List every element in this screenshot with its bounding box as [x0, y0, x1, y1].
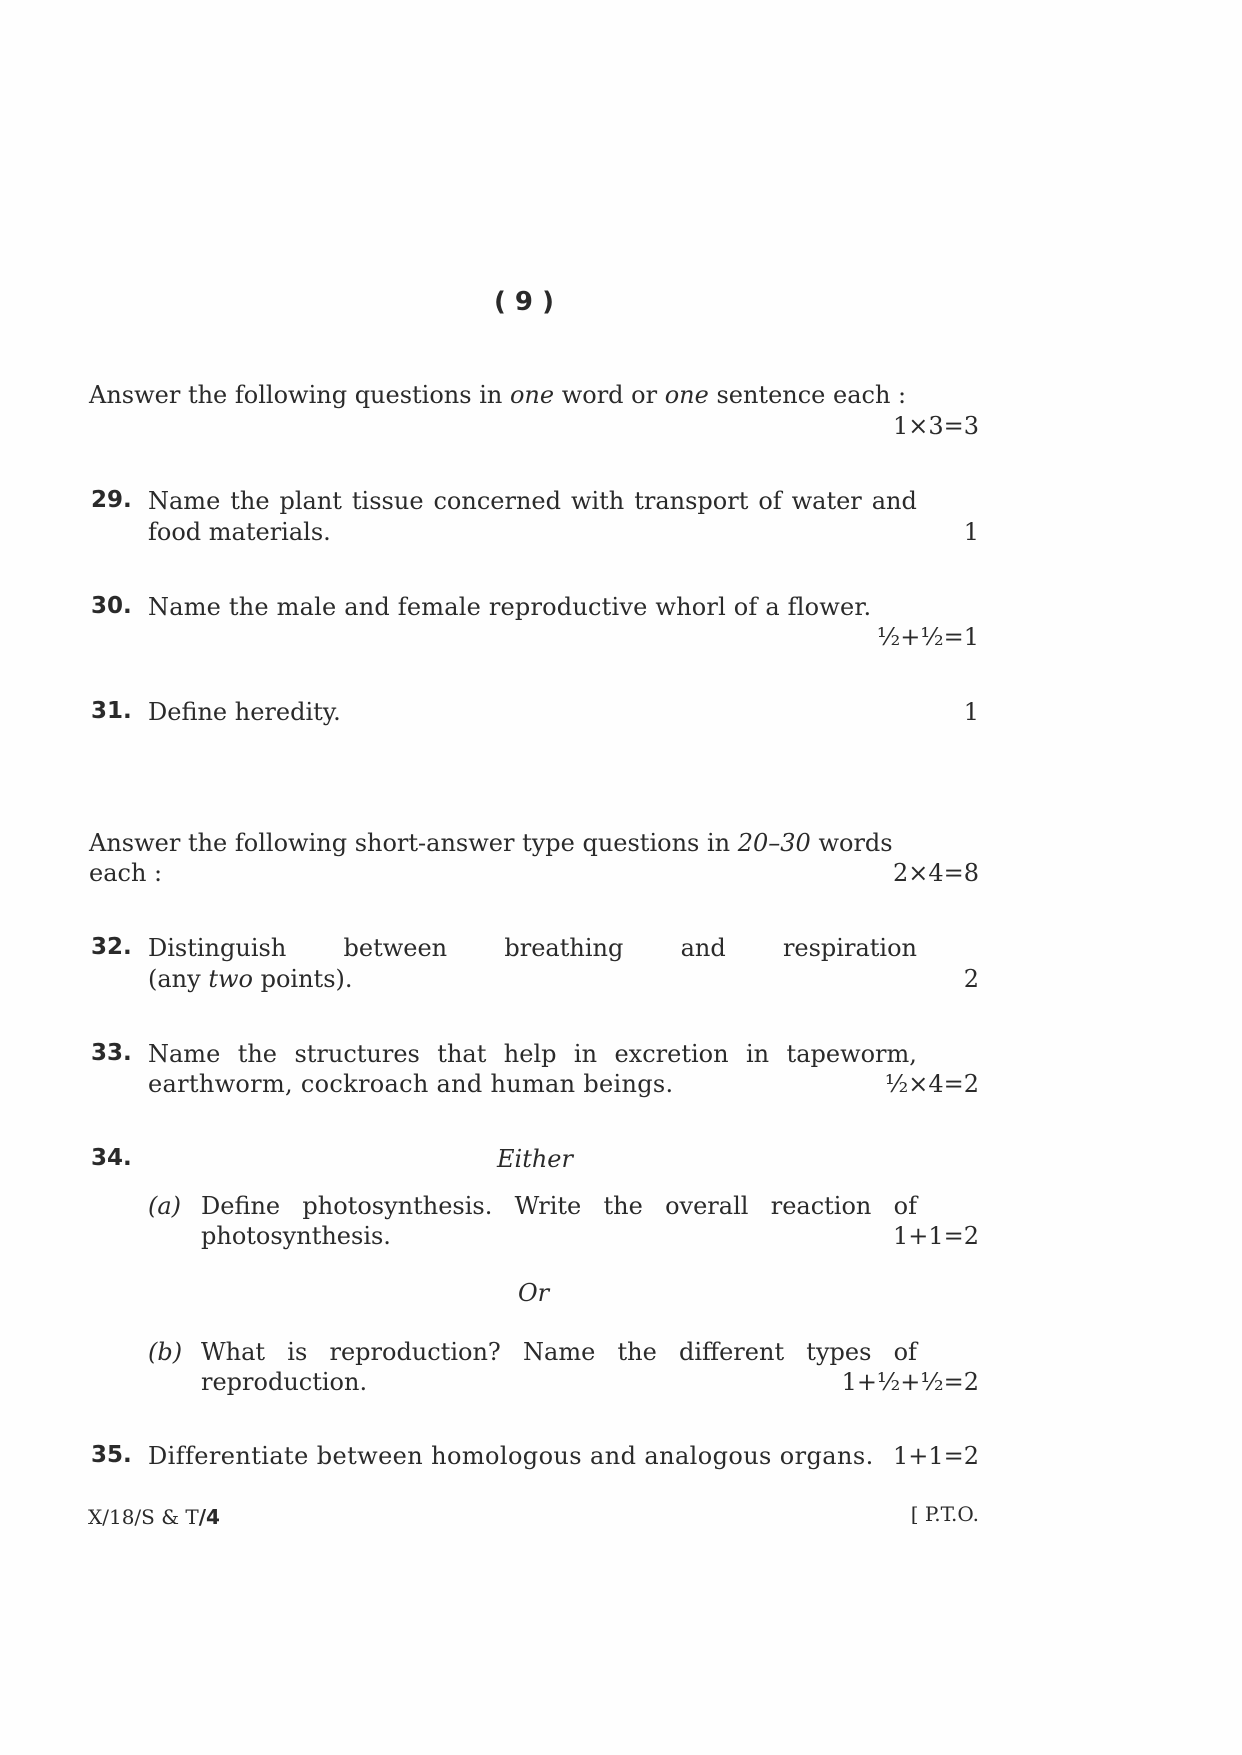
- section1-instruction-c: sentence each :: [708, 381, 907, 409]
- q29-word: concerned: [433, 487, 561, 515]
- section2-word-range: 20–30: [737, 829, 811, 857]
- q29-word: with: [570, 487, 625, 515]
- option-b-label: (b): [148, 1338, 183, 1366]
- q33-word: that: [437, 1040, 487, 1068]
- question-32-number: 32.: [91, 934, 132, 960]
- q29-word: the: [230, 487, 270, 515]
- section1-instruction: [89, 383, 906, 407]
- q29-word: of: [758, 487, 782, 515]
- question-30-marks: ½+½=1: [876, 623, 979, 651]
- either-label: Either: [497, 1145, 573, 1173]
- q34b-word: the: [617, 1338, 657, 1366]
- q29-word: and: [871, 487, 917, 515]
- question-32-marks: 2: [963, 965, 979, 993]
- q34b-word: Name: [523, 1338, 596, 1366]
- question-32-line2: [148, 967, 353, 991]
- question-32-line1: [148, 936, 917, 960]
- q32-line2-a: (any: [148, 965, 209, 993]
- q34a-word: the: [603, 1192, 643, 1220]
- section2-instruction-b: words: [810, 829, 893, 857]
- section1-instruction-one-2: one: [664, 381, 709, 409]
- question-33-line2: earthworm, cockroach and human beings.: [148, 1070, 674, 1098]
- q34a-word: of: [893, 1192, 917, 1220]
- paper-code: [88, 1504, 220, 1528]
- section1-instruction-a: Answer the following questions in: [89, 381, 510, 409]
- option-a-line2: photosynthesis.: [201, 1222, 391, 1250]
- section2-instruction-line2: each :: [89, 859, 163, 887]
- question-31-text: Define heredity.: [148, 698, 341, 726]
- question-29-line2: food materials.: [148, 518, 331, 546]
- q34a-word: reaction: [770, 1192, 872, 1220]
- option-b-line2: reproduction.: [201, 1368, 368, 1396]
- q34b-word: different: [679, 1338, 785, 1366]
- q33-word: help: [503, 1040, 557, 1068]
- question-35-number: 35.: [91, 1442, 132, 1468]
- q34b-word: What: [201, 1338, 266, 1366]
- q34b-word: of: [893, 1338, 917, 1366]
- q29-word: plant: [279, 487, 342, 515]
- q32-word: Distinguish: [148, 934, 287, 962]
- question-33-marks: ½×4=2: [884, 1070, 979, 1098]
- q32-word: between: [343, 934, 448, 962]
- question-31-number: 31.: [91, 698, 132, 724]
- q32-word: respiration: [782, 934, 917, 962]
- section1-marks: 1×3=3: [892, 412, 979, 440]
- q34a-word: Define: [201, 1192, 281, 1220]
- q32-word: breathing: [504, 934, 624, 962]
- question-30-number: 30.: [91, 593, 132, 619]
- q34b-word: is: [287, 1338, 308, 1366]
- q34a-word: photosynthesis.: [302, 1192, 493, 1220]
- section2-marks: 2×4=8: [892, 859, 979, 887]
- section1-instruction-one-1: one: [509, 381, 555, 409]
- q32-word: and: [680, 934, 726, 962]
- q32-two: two: [208, 965, 253, 993]
- q32-line2-b: points).: [252, 965, 353, 993]
- q33-word: the: [237, 1040, 278, 1068]
- q33-word: structures: [294, 1040, 420, 1068]
- q34b-word: types: [806, 1338, 872, 1366]
- question-29-number: 29.: [91, 487, 132, 513]
- section2-instruction-line1: [89, 831, 893, 855]
- question-30-text: Name the male and female reproductive whorl of a flower.: [148, 593, 872, 621]
- question-35-text: Differentiate between homologous and analogous organs.: [148, 1442, 874, 1470]
- q29-word: Name: [148, 487, 221, 515]
- q29-word: transport: [634, 487, 749, 515]
- q33-word: excretion: [614, 1040, 729, 1068]
- q33-word: in: [573, 1040, 598, 1068]
- paper-code-page: /4: [198, 1505, 220, 1529]
- question-33-line1: [148, 1042, 917, 1066]
- q33-word: in: [745, 1040, 770, 1068]
- section1-instruction-b: word or: [554, 381, 665, 409]
- option-a-line1: [201, 1194, 917, 1218]
- q29-word: tissue: [351, 487, 424, 515]
- q34a-word: Write: [514, 1192, 582, 1220]
- question-34-number: 34.: [91, 1145, 132, 1171]
- please-turn-over: [ P.T.O.: [910, 1502, 979, 1526]
- page-number: ( 9 ): [494, 287, 554, 317]
- question-33-number: 33.: [91, 1040, 132, 1066]
- option-a-label: (a): [148, 1192, 182, 1220]
- section2-instruction-a: Answer the following short-answer type questions in: [89, 829, 738, 857]
- question-29-marks: 1: [963, 518, 979, 546]
- question-29-line1: [148, 489, 917, 513]
- or-label: Or: [518, 1279, 550, 1307]
- paper-code-main: X/18/S & T: [88, 1505, 199, 1529]
- q33-word: tapeworm,: [786, 1040, 917, 1068]
- question-31-marks: 1: [963, 698, 979, 726]
- q33-word: Name: [148, 1040, 221, 1068]
- q34b-word: reproduction?: [329, 1338, 501, 1366]
- q34a-word: overall: [665, 1192, 749, 1220]
- q29-word: water: [791, 487, 862, 515]
- option-b-marks: 1+½+½=2: [841, 1368, 979, 1396]
- question-35-marks: 1+1=2: [892, 1442, 979, 1470]
- option-a-marks: 1+1=2: [892, 1222, 979, 1250]
- option-b-line1: [201, 1340, 917, 1364]
